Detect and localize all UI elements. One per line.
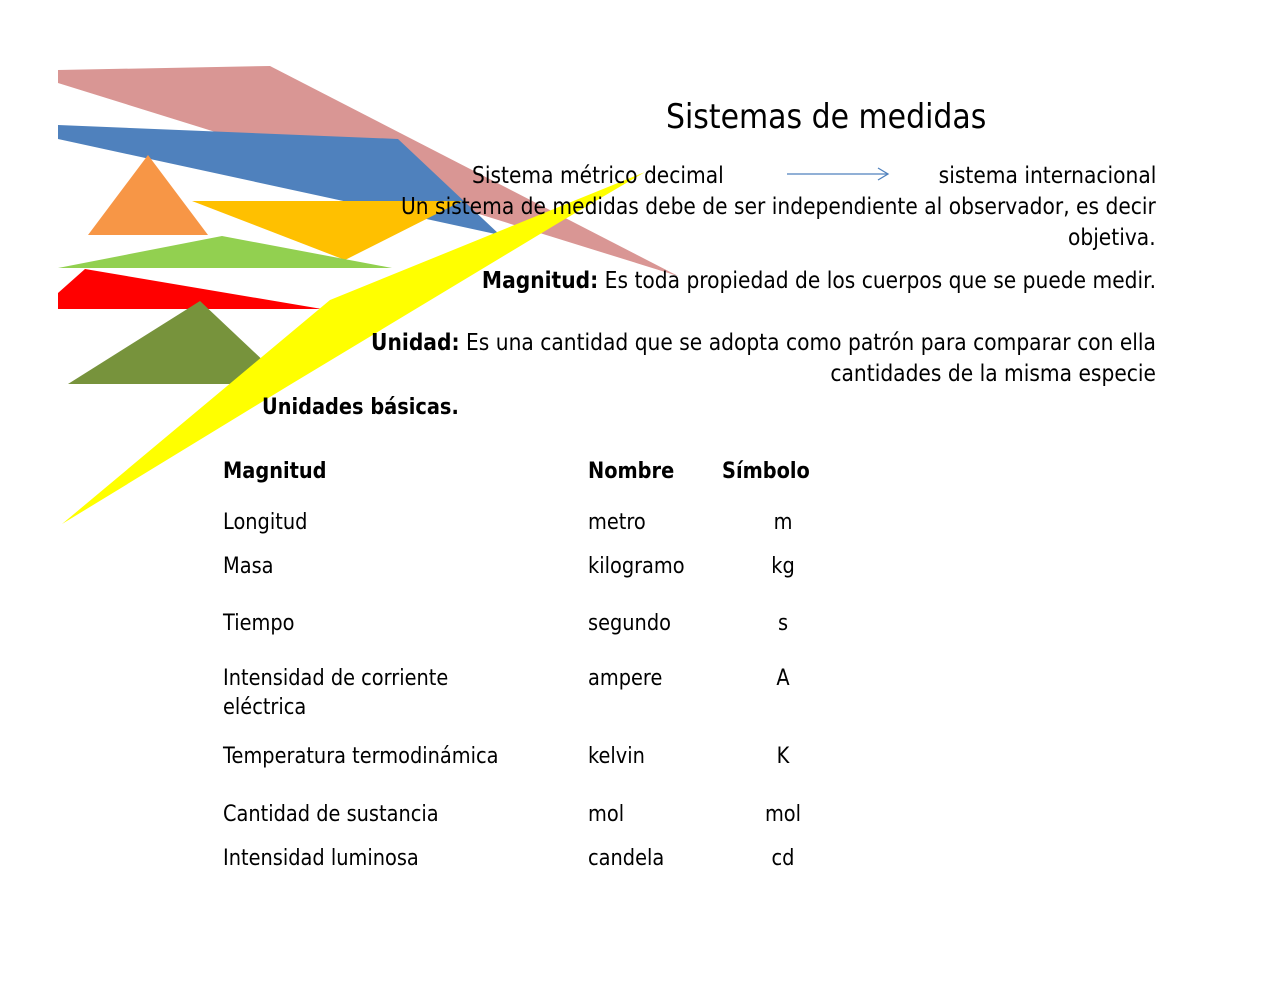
- magnitud-label: Magnitud:: [481, 268, 599, 294]
- row-nombre: segundo: [588, 611, 671, 636]
- unidad-definition: [371, 328, 1156, 359]
- row-nombre: kilogramo: [588, 554, 685, 579]
- row-simbolo: kg: [771, 554, 795, 579]
- row-magnitud: Masa: [223, 554, 274, 579]
- row-simbolo: cd: [771, 846, 795, 871]
- unidad-text: Es una cantidad que se adopta como patrón para comparar con ella: [459, 330, 1156, 356]
- row-nombre: ampere: [588, 666, 663, 691]
- row-nombre: metro: [588, 510, 646, 535]
- row-magnitud: Cantidad de sustancia: [223, 802, 439, 827]
- red-shape: [58, 269, 322, 309]
- row-simbolo: K: [776, 744, 790, 769]
- unidad-label: Unidad:: [371, 330, 460, 356]
- page-title: Sistemas de medidas: [666, 97, 987, 137]
- header-magnitud: Magnitud: [223, 459, 327, 484]
- row-magnitud: Intensidad luminosa: [223, 846, 419, 871]
- section-heading: Unidades básicas.: [262, 395, 459, 420]
- row-magnitud-cont: eléctrica: [223, 695, 307, 720]
- magnitud-text: Es toda propiedad de los cuerpos que se puede medir.: [598, 268, 1156, 294]
- right-arrow-icon: [787, 168, 888, 180]
- row-simbolo: m: [773, 510, 793, 535]
- row-simbolo: A: [776, 666, 790, 691]
- metric-system-text: Sistema métrico decimal: [472, 163, 724, 189]
- header-nombre: Nombre: [588, 459, 675, 484]
- row-magnitud: Intensidad de corriente: [223, 666, 449, 691]
- magnitud-definition: [482, 266, 1156, 297]
- row-nombre: kelvin: [588, 744, 645, 769]
- row-nombre: mol: [588, 802, 625, 827]
- international-system-text: sistema internacional: [938, 163, 1156, 189]
- row-magnitud: Temperatura termodinámica: [223, 744, 499, 769]
- row-simbolo: s: [777, 611, 789, 636]
- row-nombre: candela: [588, 846, 665, 871]
- row-magnitud: Tiempo: [223, 611, 295, 636]
- header-simbolo: Símbolo: [722, 459, 810, 484]
- independence-text: Un sistema de medidas debe de ser independiente al observador, es decir: [401, 194, 1156, 220]
- objective-text: objetiva.: [1068, 225, 1156, 251]
- unidad-definition-cont: cantidades de la misma especie: [830, 361, 1156, 387]
- row-simbolo: mol: [764, 802, 802, 827]
- row-magnitud: Longitud: [223, 510, 308, 535]
